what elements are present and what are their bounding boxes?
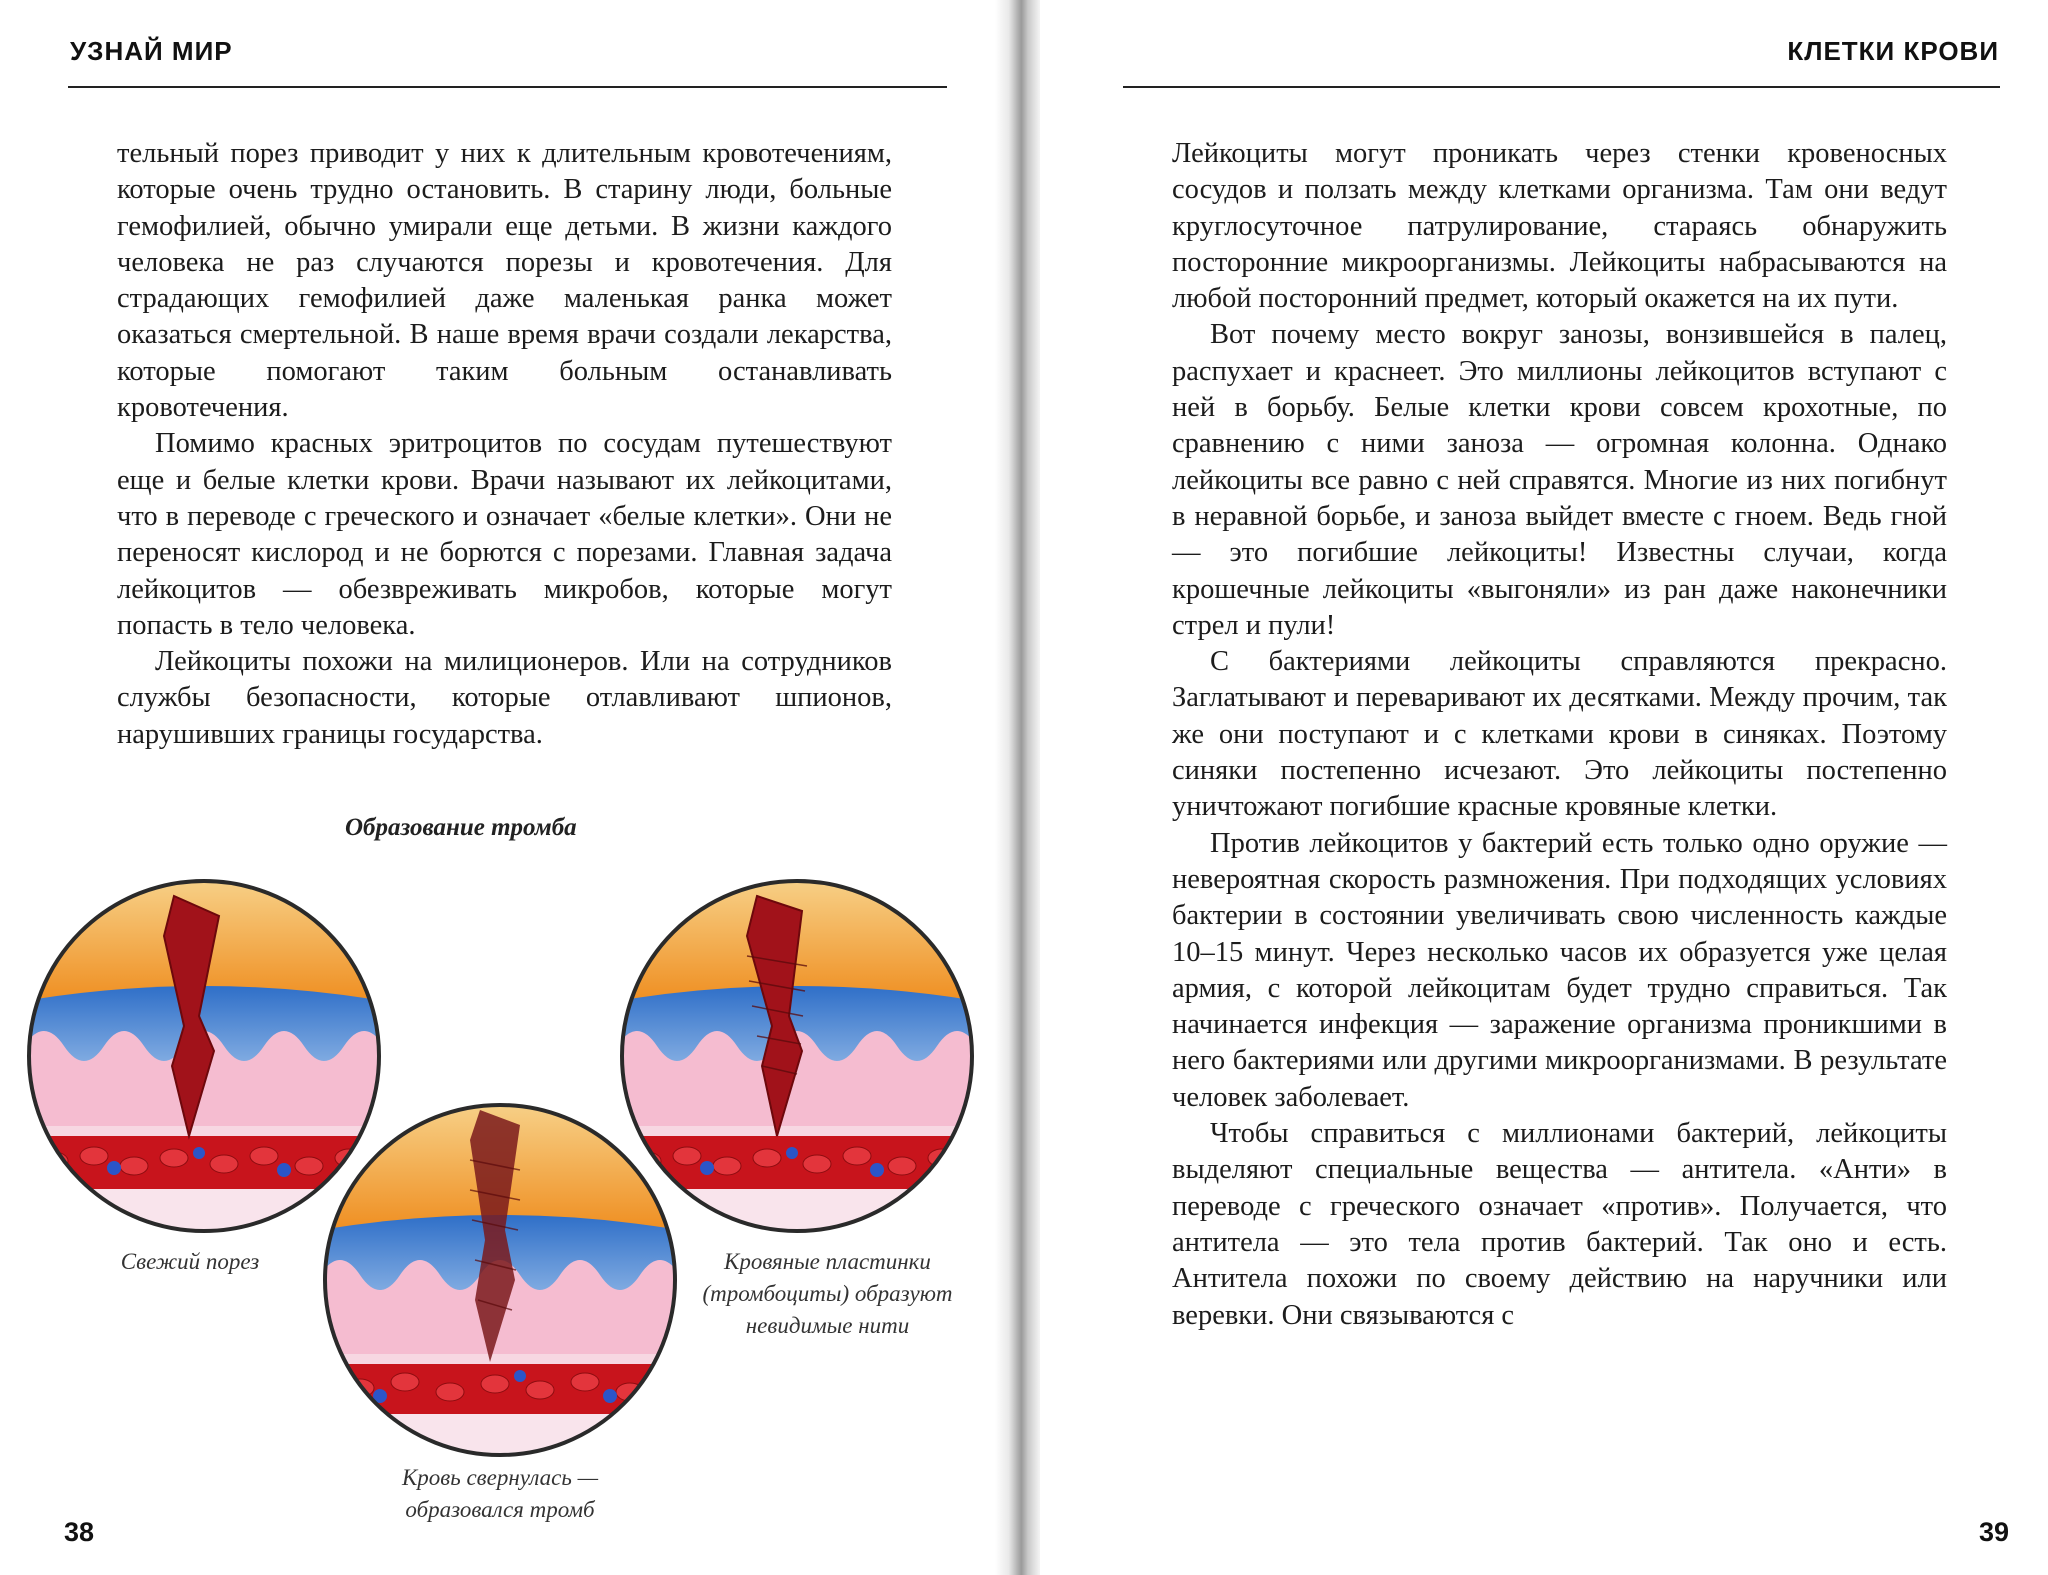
caption-fresh-cut: Свежий порез bbox=[120, 1249, 260, 1274]
left-page bbox=[0, 0, 1005, 1575]
caption-platelets: Кровяные пластинки (тромбоциты) образуют невидимые нити bbox=[702, 1249, 953, 1338]
running-head-left: УЗНАЙ МИР bbox=[70, 36, 233, 66]
paragraph: Лейкоциты похожи на милиционеров. Или на сотрудников службы безопасности, которые отлавливают шпионов, нарушивших границы государства. bbox=[117, 646, 892, 750]
paragraph: Против лейкоцитов у бактерий есть только одно оружие — невероятная скорость размножения. При подходящих условиях бактерии в состоянии увеличивать свою численность каждые 10–15 минут. Через несколько часов их образуется уже целая армия, с которой лейкоцитам будет трудно справиться. Так начинается инфекция — заражение организма проникшими в него бактериями или другими микроорганизмами. В результате человек заболевает. bbox=[1172, 827, 1947, 1113]
paragraph: Чтобы справиться с миллионами бактерий, лейкоциты выделяют специальные вещества — антитела. «Анти» в переводе с греческого означает «против». Получается, что антитела — это тела против бактерий. Так оно и есть. Антитела похожи по своему действию на наручники или веревки. Они связываются с bbox=[1172, 1118, 1947, 1331]
paragraph: Лейкоциты могут проникать через стенки кровеносных сосудов и ползать между клетками организма. Там они ведут круглосуточное патрулирование, стараясь обнаружить посторонние микроорганизмы. Лейкоциты набрасываются на любой посторонний предмет, который окажется на их пути. bbox=[1172, 138, 1947, 315]
paragraph: С бактериями лейкоциты справляются прекрасно. Заглатывают и переваривают их десятками. Между прочим, так же они поступают и с клетками крови в синяках. Поэтому синяки постепенно исчезают. Это лейкоциты постепенно уничтожают погибшие красные кровяные клетки. bbox=[1172, 646, 1947, 823]
right-body-text bbox=[1172, 136, 1947, 1334]
caption-clot: Кровь свернулась — образовался тромб bbox=[401, 1465, 599, 1522]
running-head-right: КЛЕТКИ КРОВИ bbox=[1787, 36, 1999, 66]
paragraph: Помимо красных эритроцитов по сосудам путешествуют еще и белые клетки крови. Врачи называют их лейкоцитами, что в переводе с греческого и означает «белые клетки». Они не переносят кислород и не борются с порезами. Главная задача лейкоцитов — обезвреживать микробов, которые могут попасть в тело человека. bbox=[117, 428, 892, 641]
page-number-right: 39 bbox=[1978, 1517, 2009, 1547]
paragraph: тельный порез приводит у них к длительным кровотечениям, которые очень трудно остановить. В старину люди, больные гемофилией, обычно умирали еще детьми. В жизни каждого человека не раз случаются порезы и кровотечения. Для страдающих гемофилией даже маленькая ранка может оказаться смертельной. В наше время врачи создали лекарства, которые помогают таким больным останавливать кровотечения. bbox=[117, 138, 892, 424]
figure-title: Образование тромба bbox=[345, 814, 577, 841]
header-rule-right bbox=[1123, 86, 2000, 88]
left-body-text bbox=[117, 136, 892, 753]
paragraph: Вот почему место вокруг занозы, вонзившейся в палец, распухает и краснеет. Это миллионы лейкоцитов вступают с ней в борьбу. Белые клетки крови совсем крохотные, по сравнению с ними заноза — огромная колонна. Однако лейкоциты все равно с ней справятся. Многие из них погибнут в неравной борьбе, и заноза выйдет вместе с гноем. Ведь гной — это погибшие лейкоциты! Известны случаи, когда крошечные лейкоциты «выгоняли» из ран даже наконечники стрел и пули! bbox=[1172, 319, 1947, 641]
platelets-illustration bbox=[617, 876, 977, 1236]
right-page bbox=[1040, 0, 2048, 1575]
page-number-left: 38 bbox=[64, 1517, 95, 1547]
header-rule-left bbox=[68, 86, 947, 88]
